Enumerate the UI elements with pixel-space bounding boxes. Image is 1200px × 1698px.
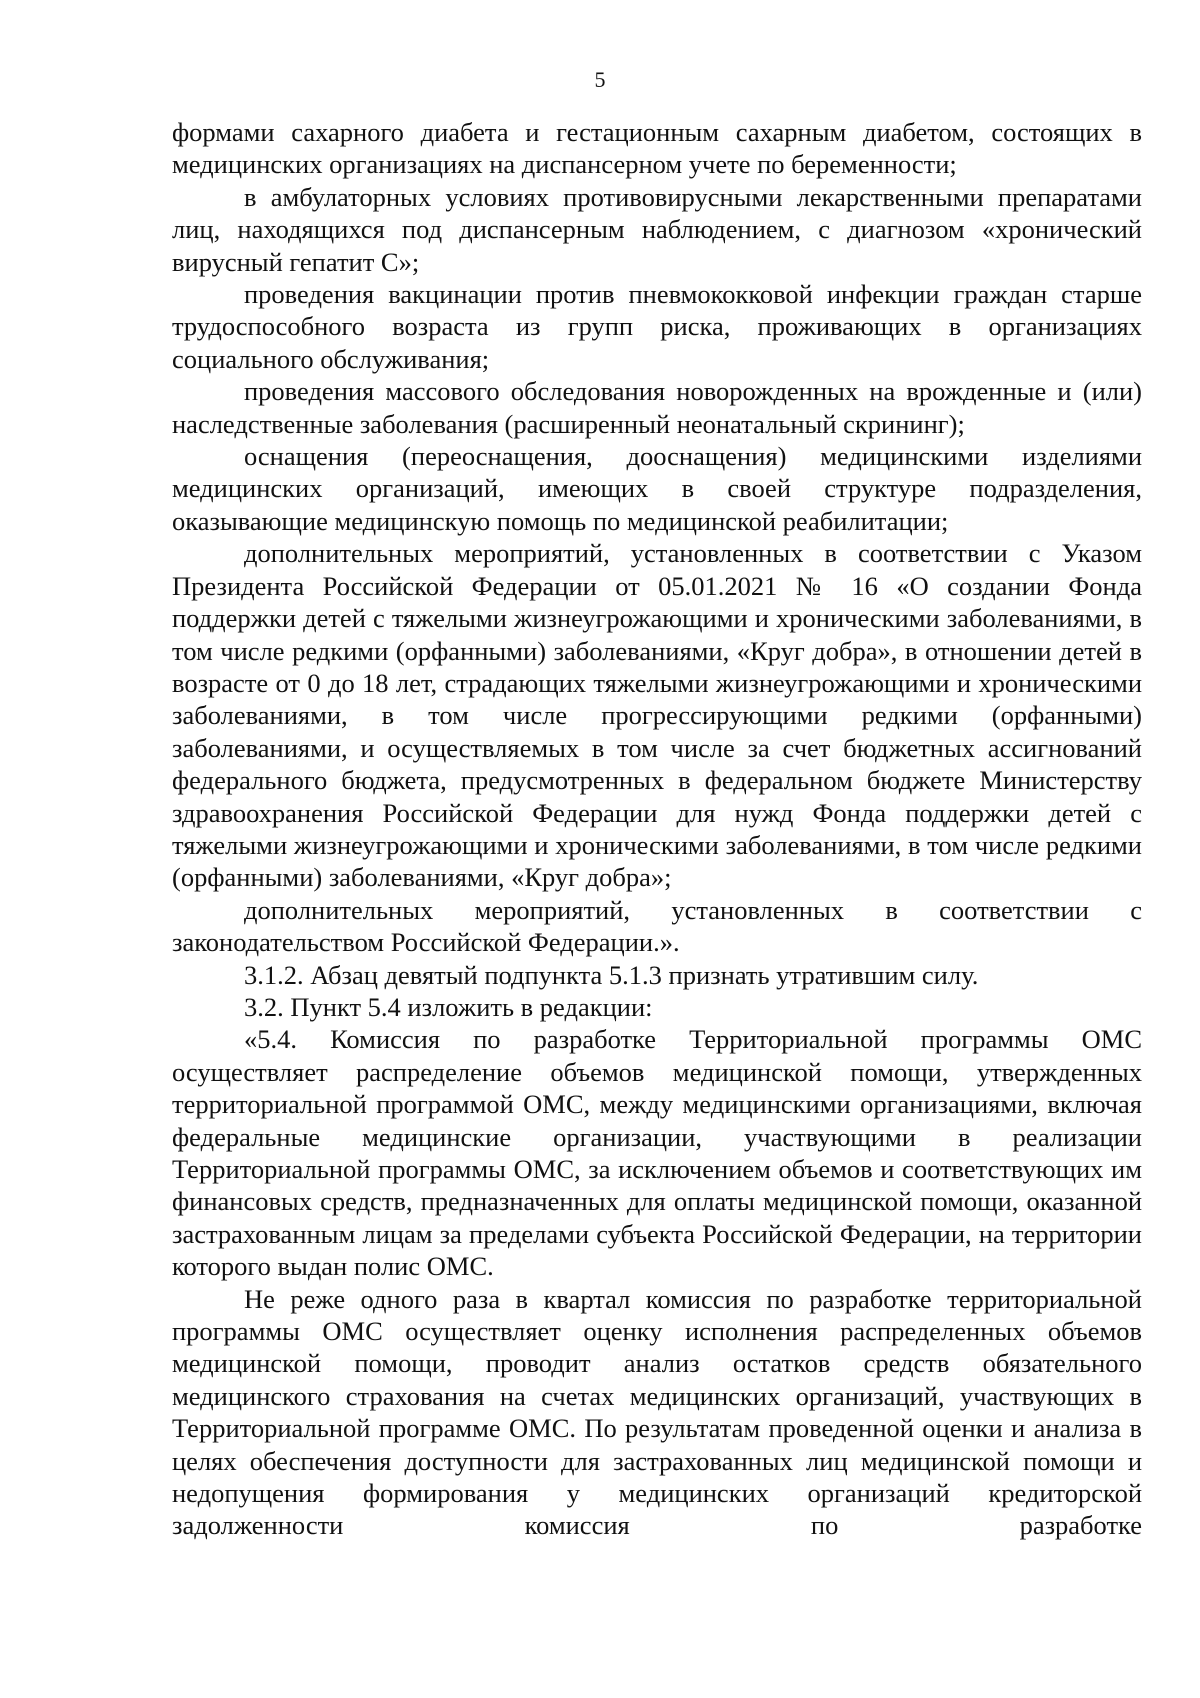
- page-number: 5: [594, 67, 606, 92]
- document-body: [172, 116, 1142, 1542]
- paragraph-4: проведения массового обследования новорожденных на врожденные и (или) наследственные заболевания (расширенный неонатальный скрининг);: [172, 376, 1142, 439]
- paragraph-3: проведения вакцинации против пневмококковой инфекции граждан старше трудоспособного возраста из групп риска, проживающих в организациях социального обслуживания;: [172, 279, 1142, 374]
- paragraph-6: дополнительных мероприятий, установленных в соответствии с Указом Президента Российской Федерации от 05.01.2021 № 16 «О создании Фонда поддержки детей с тяжелыми жизнеугрожающими и хроническими заболеваниями, в том числе редкими (орфанными) заболеваниями, «Круг добра», в отношении детей в возрасте от 0 до 18 лет, страдающих тяжелыми жизнеугрожающими и хроническими заболеваниями, в том числе прогрессирующими редкими (орфанными) заболеваниями, и осуществляемых в том числе за счет бюджетных ассигнований федерального бюджета, предусмотренных в федеральном бюджете Министерству здравоохранения Российской Федерации для нужд Фонда поддержки детей с тяжелыми жизнеугрожающими и хроническими заболеваниями, в том числе редкими (орфанными) заболеваниями, «Круг добра»;: [172, 538, 1142, 893]
- paragraph-5: оснащения (переоснащения, дооснащения) медицинскими изделиями медицинских организаций, имеющих в своей структуре подразделения, оказывающие медицинскую помощь по медицинской реабилитации;: [172, 441, 1142, 536]
- paragraph-2: в амбулаторных условиях противовирусными лекарственными препаратами лиц, находящихся под диспансерным наблюдением, с диагнозом «хронический вирусный гепатит С»;: [172, 181, 1142, 277]
- paragraph-11: Не реже одного раза в квартал комиссия по разработке территориальной программы ОМС осуществляет оценку исполнения распределенных объемов медицинской помощи, проводит анализ остатков средств обязательного медицинского страхования на счетах медицинских организаций, участвующих в Территориальной программе ОМС. По результатам проведенной оценки и анализа в целях обеспечения доступности для застрахованных лиц медицинской помощи и недопущения формирования у медицинских организаций кредиторской задолженности комиссия по разработке: [172, 1283, 1142, 1541]
- paragraph-1: формами сахарного диабета и гестационным сахарным диабетом, состоящих в медицинских организациях на диспансерном учете по беременности;: [172, 117, 1142, 180]
- paragraph-8: 3.1.2. Абзац девятый подпункта 5.1.3 признать утратившим силу.: [244, 959, 979, 990]
- paragraph-7: дополнительных мероприятий, установленных в соответствии с законодательством Российской Федерации.».: [172, 894, 1142, 958]
- paragraph-10: «5.4. Комиссия по разработке Территориальной программы ОМС осуществляет распределение объемов медицинской помощи, утвержденных территориальной программой ОМС, между медицинскими организациями, включая федеральные медицинские организации, участвующими в реализации Территориальной программы ОМС, за исключением объемов и соответствующих им финансовых средств, предназначенных для оплаты медицинской помощи, оказанной застрахованным лицам за пределами субъекта Российской Федерации, на территории которого выдан полис ОМС.: [172, 1024, 1142, 1282]
- paragraph-9: 3.2. Пункт 5.4 изложить в редакции:: [244, 991, 653, 1022]
